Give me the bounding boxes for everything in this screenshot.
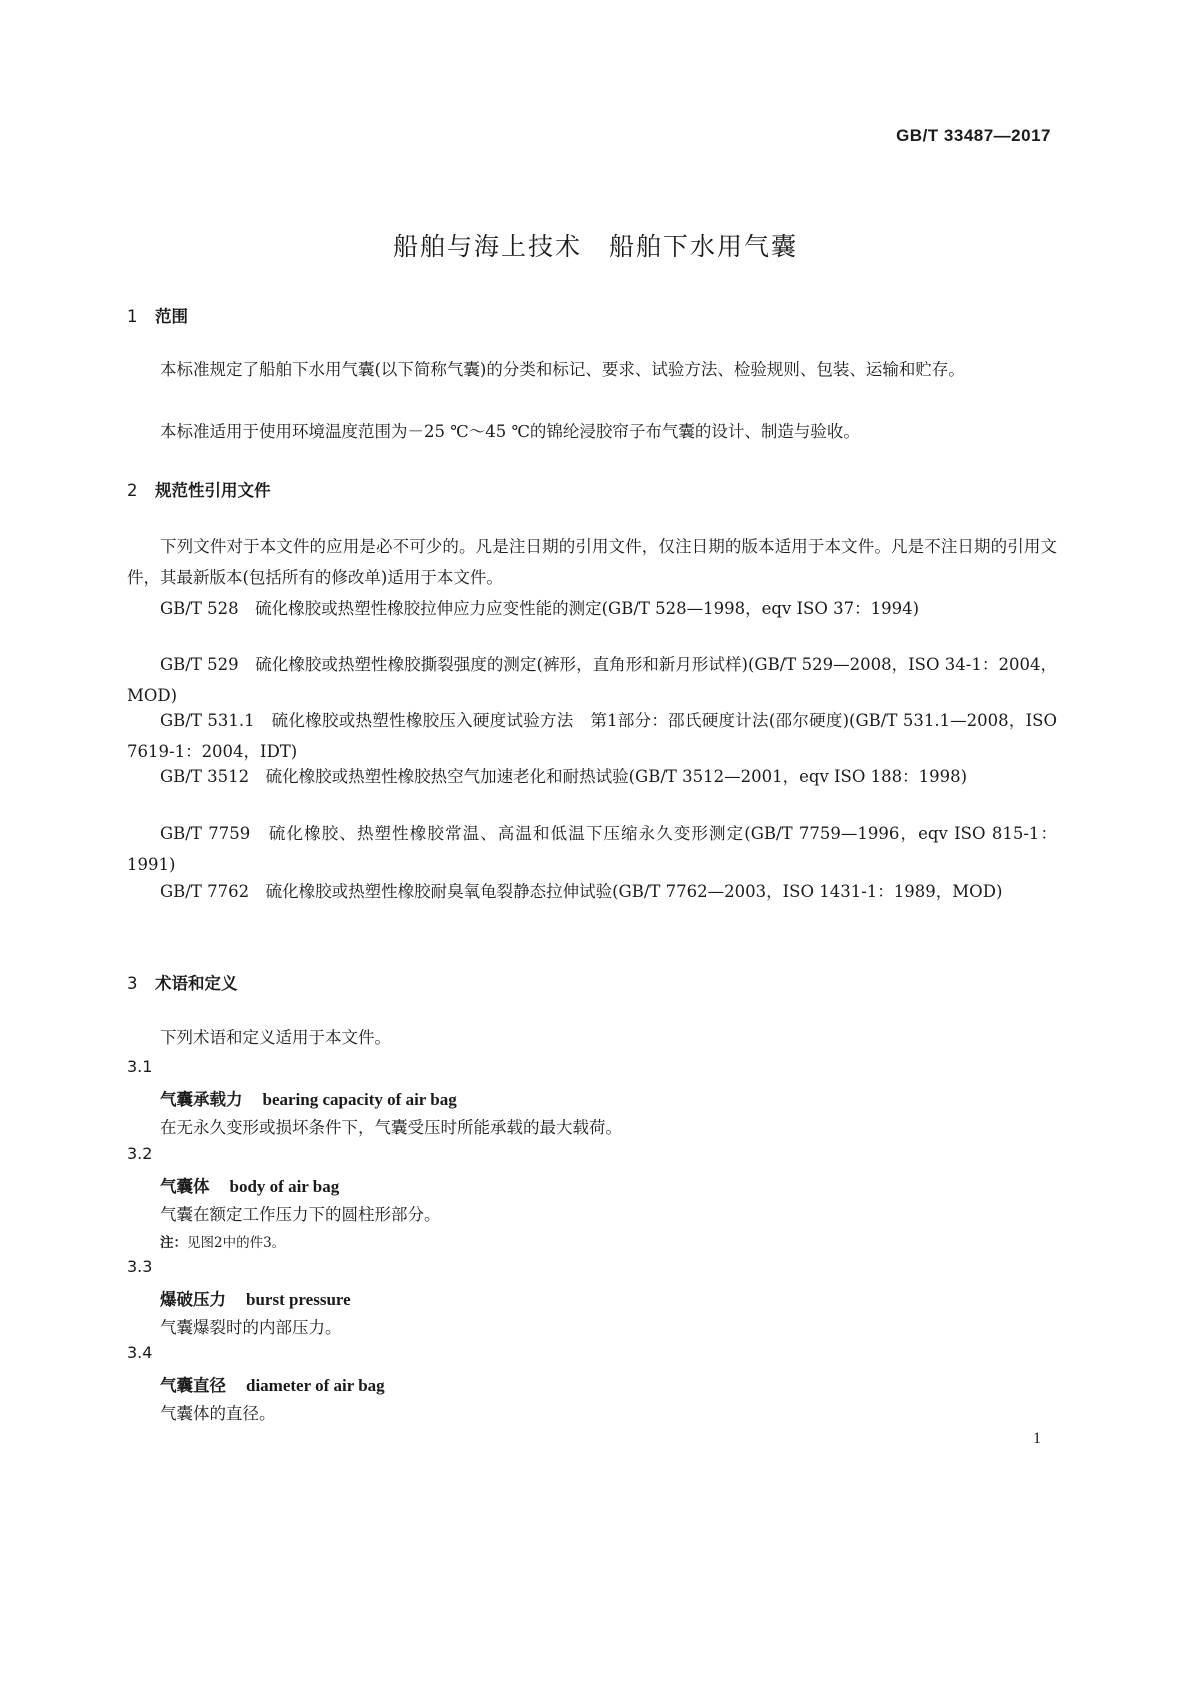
reference-item: GB/T 3512 硫化橡胶或热塑性橡胶热空气加速老化和耐热试验(GB/T 3512—2001，eqv ISO 188：1998) (160, 767, 968, 786)
document-title: 船舶与海上技术 船舶下水用气囊 (392, 232, 798, 261)
reference-item: GB/T 528 硫化橡胶或热塑性橡胶拉伸应力应变性能的测定(GB/T 528—1998，eqv ISO 37：1994) (160, 599, 920, 618)
reference-item: GB/T 529 硫化橡胶或热塑性橡胶撕裂强度的测定(裤形，直角形和新月形试样)(GB/T 529—2008，ISO 34-1：2004，MOD) (127, 655, 1057, 705)
term-en: body of air bag (229, 1177, 340, 1196)
term-number: 3.4 (127, 1343, 153, 1362)
term-definition: 在无永久变形或损坏条件下，气囊受压时所能承载的最大载荷。 (160, 1118, 622, 1137)
note-text: 见图2中的件3。 (187, 1235, 286, 1251)
term-note (160, 1231, 285, 1251)
section-title: 术语和定义 (155, 974, 238, 993)
section-3-heading (127, 970, 238, 994)
reference-item: GB/T 7759 硫化橡胶、热塑性橡胶常温、高温和低温下压缩永久变形测定(GB/T 7759—1996，eqv ISO 815-1：1991) (127, 824, 1057, 874)
section-2-heading (127, 477, 271, 501)
term-number: 3.2 (127, 1144, 153, 1163)
reference-item: GB/T 7762 硫化橡胶或热塑性橡胶耐臭氧龟裂静态拉伸试验(GB/T 7762—2003，ISO 1431-1：1989，MOD) (160, 882, 1003, 901)
term-heading (160, 1173, 339, 1197)
term-cn: 气囊承载力 (160, 1090, 243, 1109)
page-number: 1 (1033, 1430, 1041, 1447)
note-label: 注： (160, 1235, 187, 1251)
term-heading (160, 1372, 385, 1396)
paragraph: 本标准适用于使用环境温度范围为－25 ℃～45 ℃的锦纶浸胶帘子布气囊的设计、制造与验收。 (160, 422, 860, 441)
section-title: 范围 (155, 307, 188, 326)
paragraph: 下列文件对于本文件的应用是必不可少的。凡是注日期的引用文件，仅注日期的版本适用于本文件。凡是不注日期的引用文件，其最新版本(包括所有的修改单)适用于本文件。 (127, 537, 1057, 587)
reference-item: GB/T 531.1 硫化橡胶或热塑性橡胶压入硬度试验方法 第1部分：邵氏硬度计法(邵尔硬度)(GB/T 531.1—2008，ISO 7619-1：2004，IDT) (127, 711, 1057, 761)
term-cn: 气囊直径 (160, 1376, 226, 1395)
term-en: diameter of air bag (246, 1376, 385, 1395)
term-en: bearing capacity of air bag (262, 1090, 457, 1109)
standard-code: GB/T 33487—2017 (896, 126, 1051, 145)
section-number: 2 (127, 481, 138, 500)
section-1-heading (127, 303, 188, 327)
section-number: 3 (127, 974, 138, 993)
section-number: 1 (127, 307, 138, 326)
term-definition: 气囊在额定工作压力下的圆柱形部分。 (160, 1205, 441, 1224)
section-title: 规范性引用文件 (155, 481, 271, 500)
term-heading (160, 1286, 351, 1310)
paragraph: 本标准规定了船舶下水用气囊(以下简称气囊)的分类和标记、要求、试验方法、检验规则、包装、运输和贮存。 (160, 360, 965, 379)
term-en: burst pressure (246, 1290, 351, 1309)
term-number: 3.3 (127, 1257, 153, 1276)
term-number: 3.1 (127, 1057, 153, 1076)
term-cn: 气囊体 (160, 1177, 210, 1196)
term-definition: 气囊体的直径。 (160, 1404, 276, 1423)
term-heading (160, 1086, 457, 1110)
paragraph: 下列术语和定义适用于本文件。 (160, 1028, 391, 1047)
term-cn: 爆破压力 (160, 1290, 226, 1309)
term-definition: 气囊爆裂时的内部压力。 (160, 1318, 342, 1337)
